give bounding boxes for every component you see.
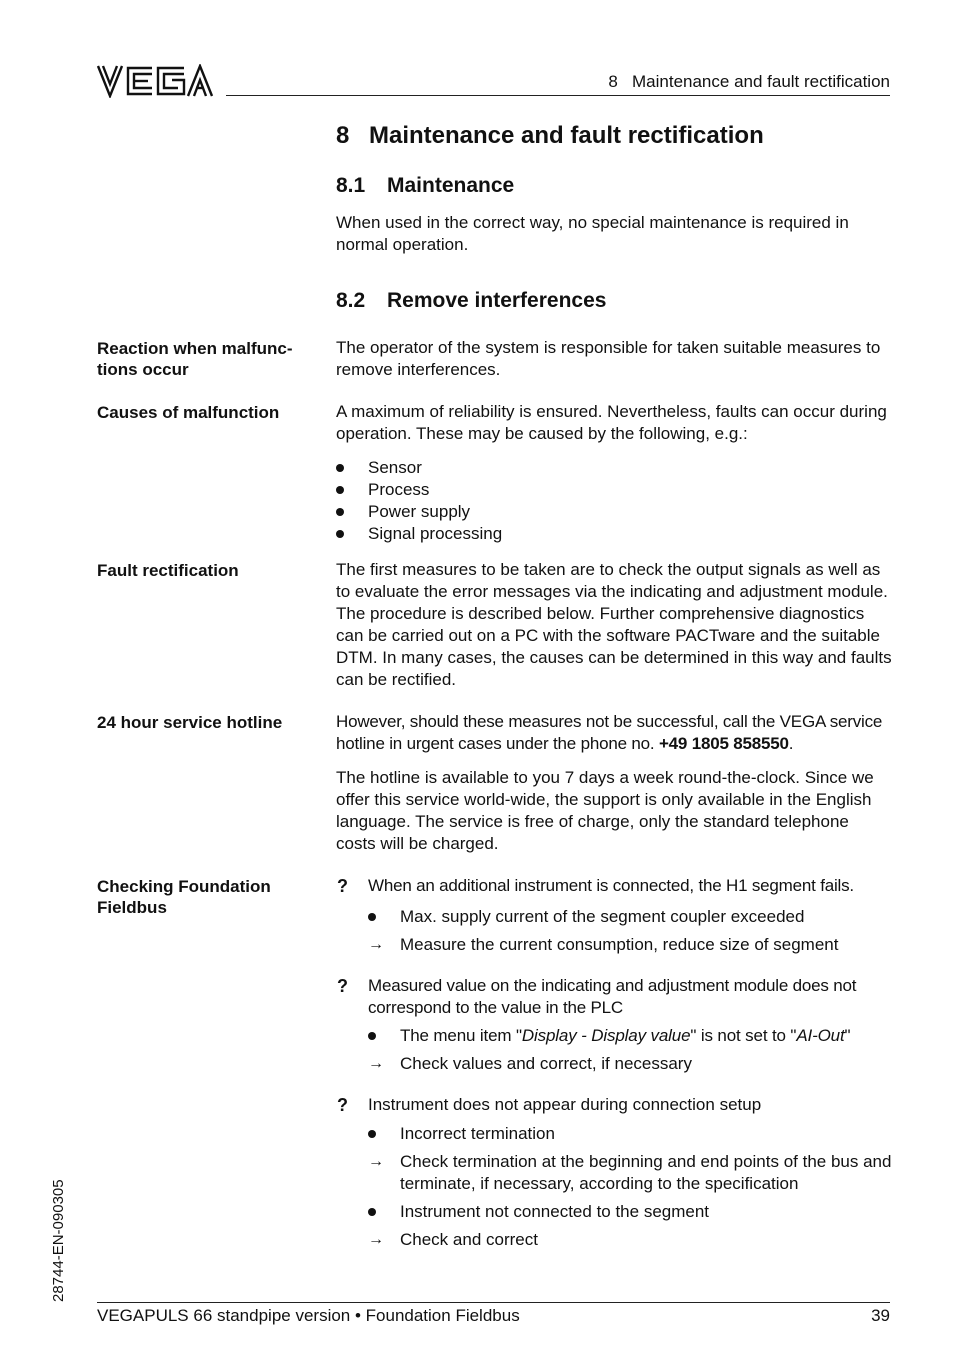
question-mark: ?: [337, 876, 348, 896]
document-id: 28744-EN-090305: [50, 1179, 67, 1302]
fix-item: → Check termination at the beginning and end points of the bus and terminate, if necessary, according to the specification: [368, 1152, 892, 1193]
cause-item: Max. supply current of the segment coupler exceeded: [368, 906, 888, 928]
vega-logo: [96, 64, 214, 98]
question-mark: ?: [337, 1095, 348, 1115]
ff-question-3: Instrument does not appear during connection setup: [368, 1095, 762, 1114]
bullet-icon: [336, 464, 344, 472]
bullet-icon: [368, 913, 376, 921]
cause-item: Incorrect termination: [368, 1123, 888, 1145]
bullet-icon: [336, 486, 344, 494]
list-item: Sensor: [336, 457, 636, 479]
ff-question-1: When an additional instrument is connected, the H1 segment fails.: [368, 876, 854, 895]
ff-question-2: Measured value on the indicating and adjustment module does not correspond to the value in the PLC: [368, 976, 857, 1017]
cause-item: The menu item "Display - Display value" is not set to "AI-Out": [368, 1025, 892, 1047]
arrow-right-icon: →: [368, 936, 384, 953]
fault-text: The first measures to be taken are to check the output signals as well as to evaluate the error messages via the indicating and adjustment module. The procedure is described below. Further comprehensive diagnostics can be carried out on a PC with the software PACTware and the suitable DTM. In many cases, the causes can be determined in this way and faults can be rectified.: [336, 560, 892, 689]
hotline-label: 24 hour service hotline: [97, 713, 283, 732]
arrow-right-icon: →: [368, 1153, 384, 1170]
footer-title: VEGAPULS 66 standpipe version • Foundation Fieldbus: [97, 1306, 520, 1325]
list-item: Power supply: [336, 501, 636, 523]
list-item: Process: [336, 479, 636, 501]
section-title: Maintenance: [387, 174, 515, 197]
arrow-right-icon: →: [368, 1055, 384, 1072]
fix-item: → Check and correct: [368, 1230, 538, 1249]
bullet-icon: [368, 1208, 376, 1216]
section-number: 8.2: [336, 289, 366, 312]
maintenance-text: When used in the correct way, no special maintenance is required in normal operation.: [336, 213, 849, 254]
bullet-icon: [336, 508, 344, 516]
reaction-label: Reaction when malfunc-tions occur: [97, 339, 293, 379]
section-title: Remove interferences: [387, 289, 607, 312]
question-mark: ?: [337, 976, 348, 996]
fix-item: → Measure the current consumption, reduce size of segment: [368, 935, 839, 954]
bullet-icon: [368, 1130, 376, 1138]
chapter-title: [336, 122, 764, 150]
page-number: 39: [871, 1306, 890, 1325]
fault-label: Fault rectification: [97, 561, 239, 580]
header-rule: [226, 95, 890, 96]
hotline-phone: +49 1805 858550: [658, 734, 789, 753]
reaction-text: The operator of the system is responsible for taken suitable measures to remove interferences.: [336, 338, 881, 379]
bullet-icon: [368, 1032, 376, 1040]
chapter-number: 8: [336, 122, 350, 149]
fix-item: → Check values and correct, if necessary: [368, 1054, 692, 1073]
section-number: 8.1: [336, 174, 366, 197]
causes-text: A maximum of reliability is ensured. Nevertheless, faults can occur during operation. These may be caused by the following, e.g.:: [336, 402, 887, 443]
hotline-availability-text: The hotline is available to you 7 days a week round-the-clock. Since we offer this service world-wide, the support is only available in the English language. The service is free of charge, only the standard telephone costs will be charged.: [336, 768, 874, 853]
list-item: Signal processing: [336, 523, 636, 545]
section-8-2-heading: [336, 289, 606, 313]
arrow-right-icon: →: [368, 1231, 384, 1248]
causes-label: Causes of malfunction: [97, 403, 280, 422]
cause-item: Instrument not connected to the segment: [368, 1201, 888, 1223]
section-8-1-heading: [336, 174, 514, 198]
footer-rule: [97, 1302, 890, 1303]
chapter-title-text: Maintenance and fault rectification: [369, 122, 764, 149]
hotline-text: However, should these measures not be successful, call the VEGA service hotline in urgent cases under the phone no. +49 1805 858550.: [336, 712, 883, 753]
ff-label: Checking Foundation Fieldbus: [97, 877, 271, 917]
running-header: 8 Maintenance and fault rectification: [608, 72, 890, 91]
bullet-icon: [336, 530, 344, 538]
